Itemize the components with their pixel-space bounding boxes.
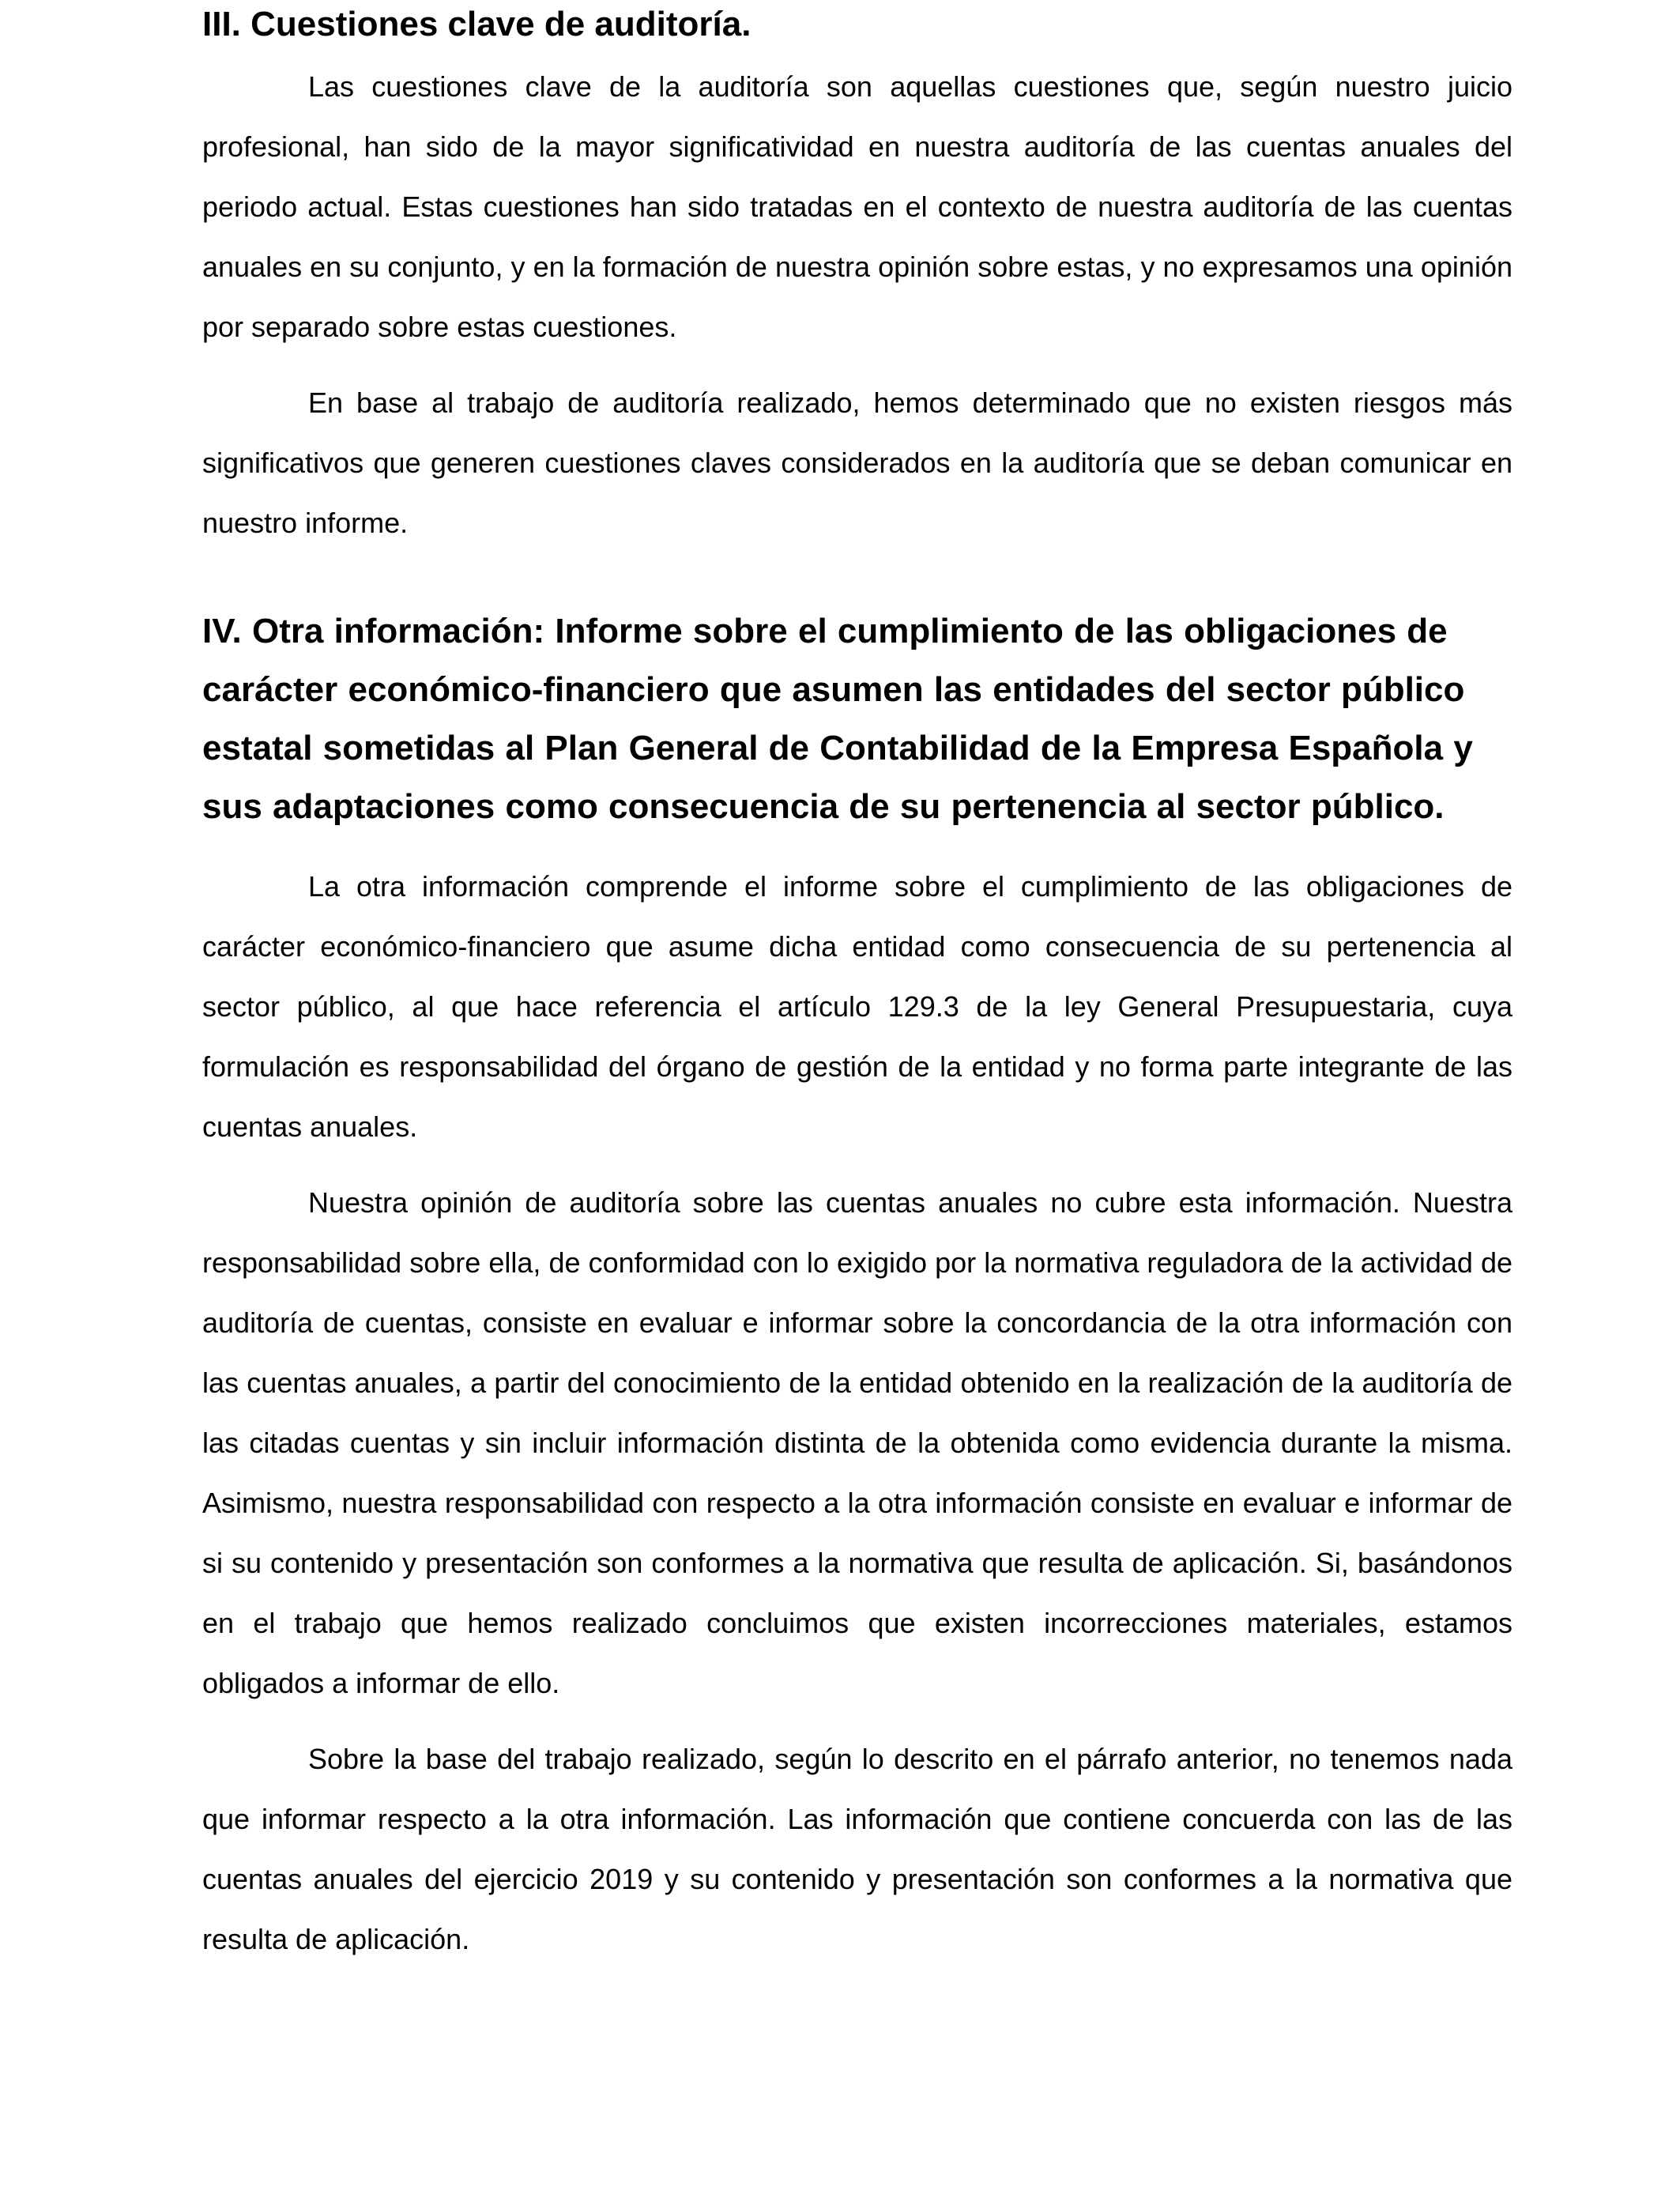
- document-page: [202, 0, 1512, 1970]
- section-4-paragraph-1: La otra información comprende el informe sobre el cumplimiento de las obligaciones de carácter económico-financiero que asume dicha entidad como consecuencia de su pertenencia al sector público, al que hace referencia el artículo 129.3 de la ley General Presupuestaria, cuya formulación es responsabilidad del órgano de gestión de la entidad y no forma parte integrante de las cuentas anuales.: [202, 870, 1512, 1143]
- section-4-paragraph-2: Nuestra opinión de auditoría sobre las cuentas anuales no cubre esta información. Nuestra responsabilidad sobre ella, de conformidad con lo exigido por la normativa reguladora de la actividad de auditoría de cuentas, consiste en evaluar e informar sobre la concordancia de la otra información con las cuentas anuales, a partir del conocimiento de la entidad obtenido en la realización de la auditoría de las citadas cuentas y sin incluir información distinta de la obtenida como evidencia durante la misma. Asimismo, nuestra responsabilidad con respecto a la otra información consiste en evaluar e informar de si su contenido y presentación son conformes a la normativa que resulta de aplicación. Si, basándonos en el trabajo que hemos realizado concluimos que existen incorrecciones materiales, estamos obligados a informar de ello.: [202, 1186, 1512, 1699]
- section-3-paragraph-1: Las cuestiones clave de la auditoría son aquellas cuestiones que, según nuestro juicio profesional, han sido de la mayor significatividad en nuestra auditoría de las cuentas anuales del periodo actual. Estas cuestiones han sido tratadas en el contexto de nuestra auditoría de las cuentas anuales en su conjunto, y en la formación de nuestra opinión sobre estas, y no expresamos una opinión por separado sobre estas cuestiones.: [202, 70, 1512, 343]
- section-4-paragraph-3: Sobre la base del trabajo realizado, según lo descrito en el párrafo anterior, no tenemos nada que informar respecto a la otra información. Las información que contiene concuerda con las de las cuentas anuales del ejercicio 2019 y su contenido y presentación son conformes a la normativa que resulta de aplicación.: [202, 1743, 1512, 1955]
- section-3-heading: III. Cuestiones clave de auditoría.: [202, 5, 751, 43]
- section-3-paragraph-2: En base al trabajo de auditoría realizado, hemos determinado que no existen riesgos más significativos que generen cuestiones claves considerados en la auditoría que se deban comunicar en nuestro informe.: [202, 386, 1512, 539]
- section-4-heading: IV. Otra información: Informe sobre el cumplimiento de las obligaciones de carácter económico-financiero que asumen las entidades del sector público estatal sometidas al Plan General de Contabilidad de la Empresa Española y sus adaptaciones como consecuencia de su pertenencia al sector público.: [202, 612, 1473, 826]
